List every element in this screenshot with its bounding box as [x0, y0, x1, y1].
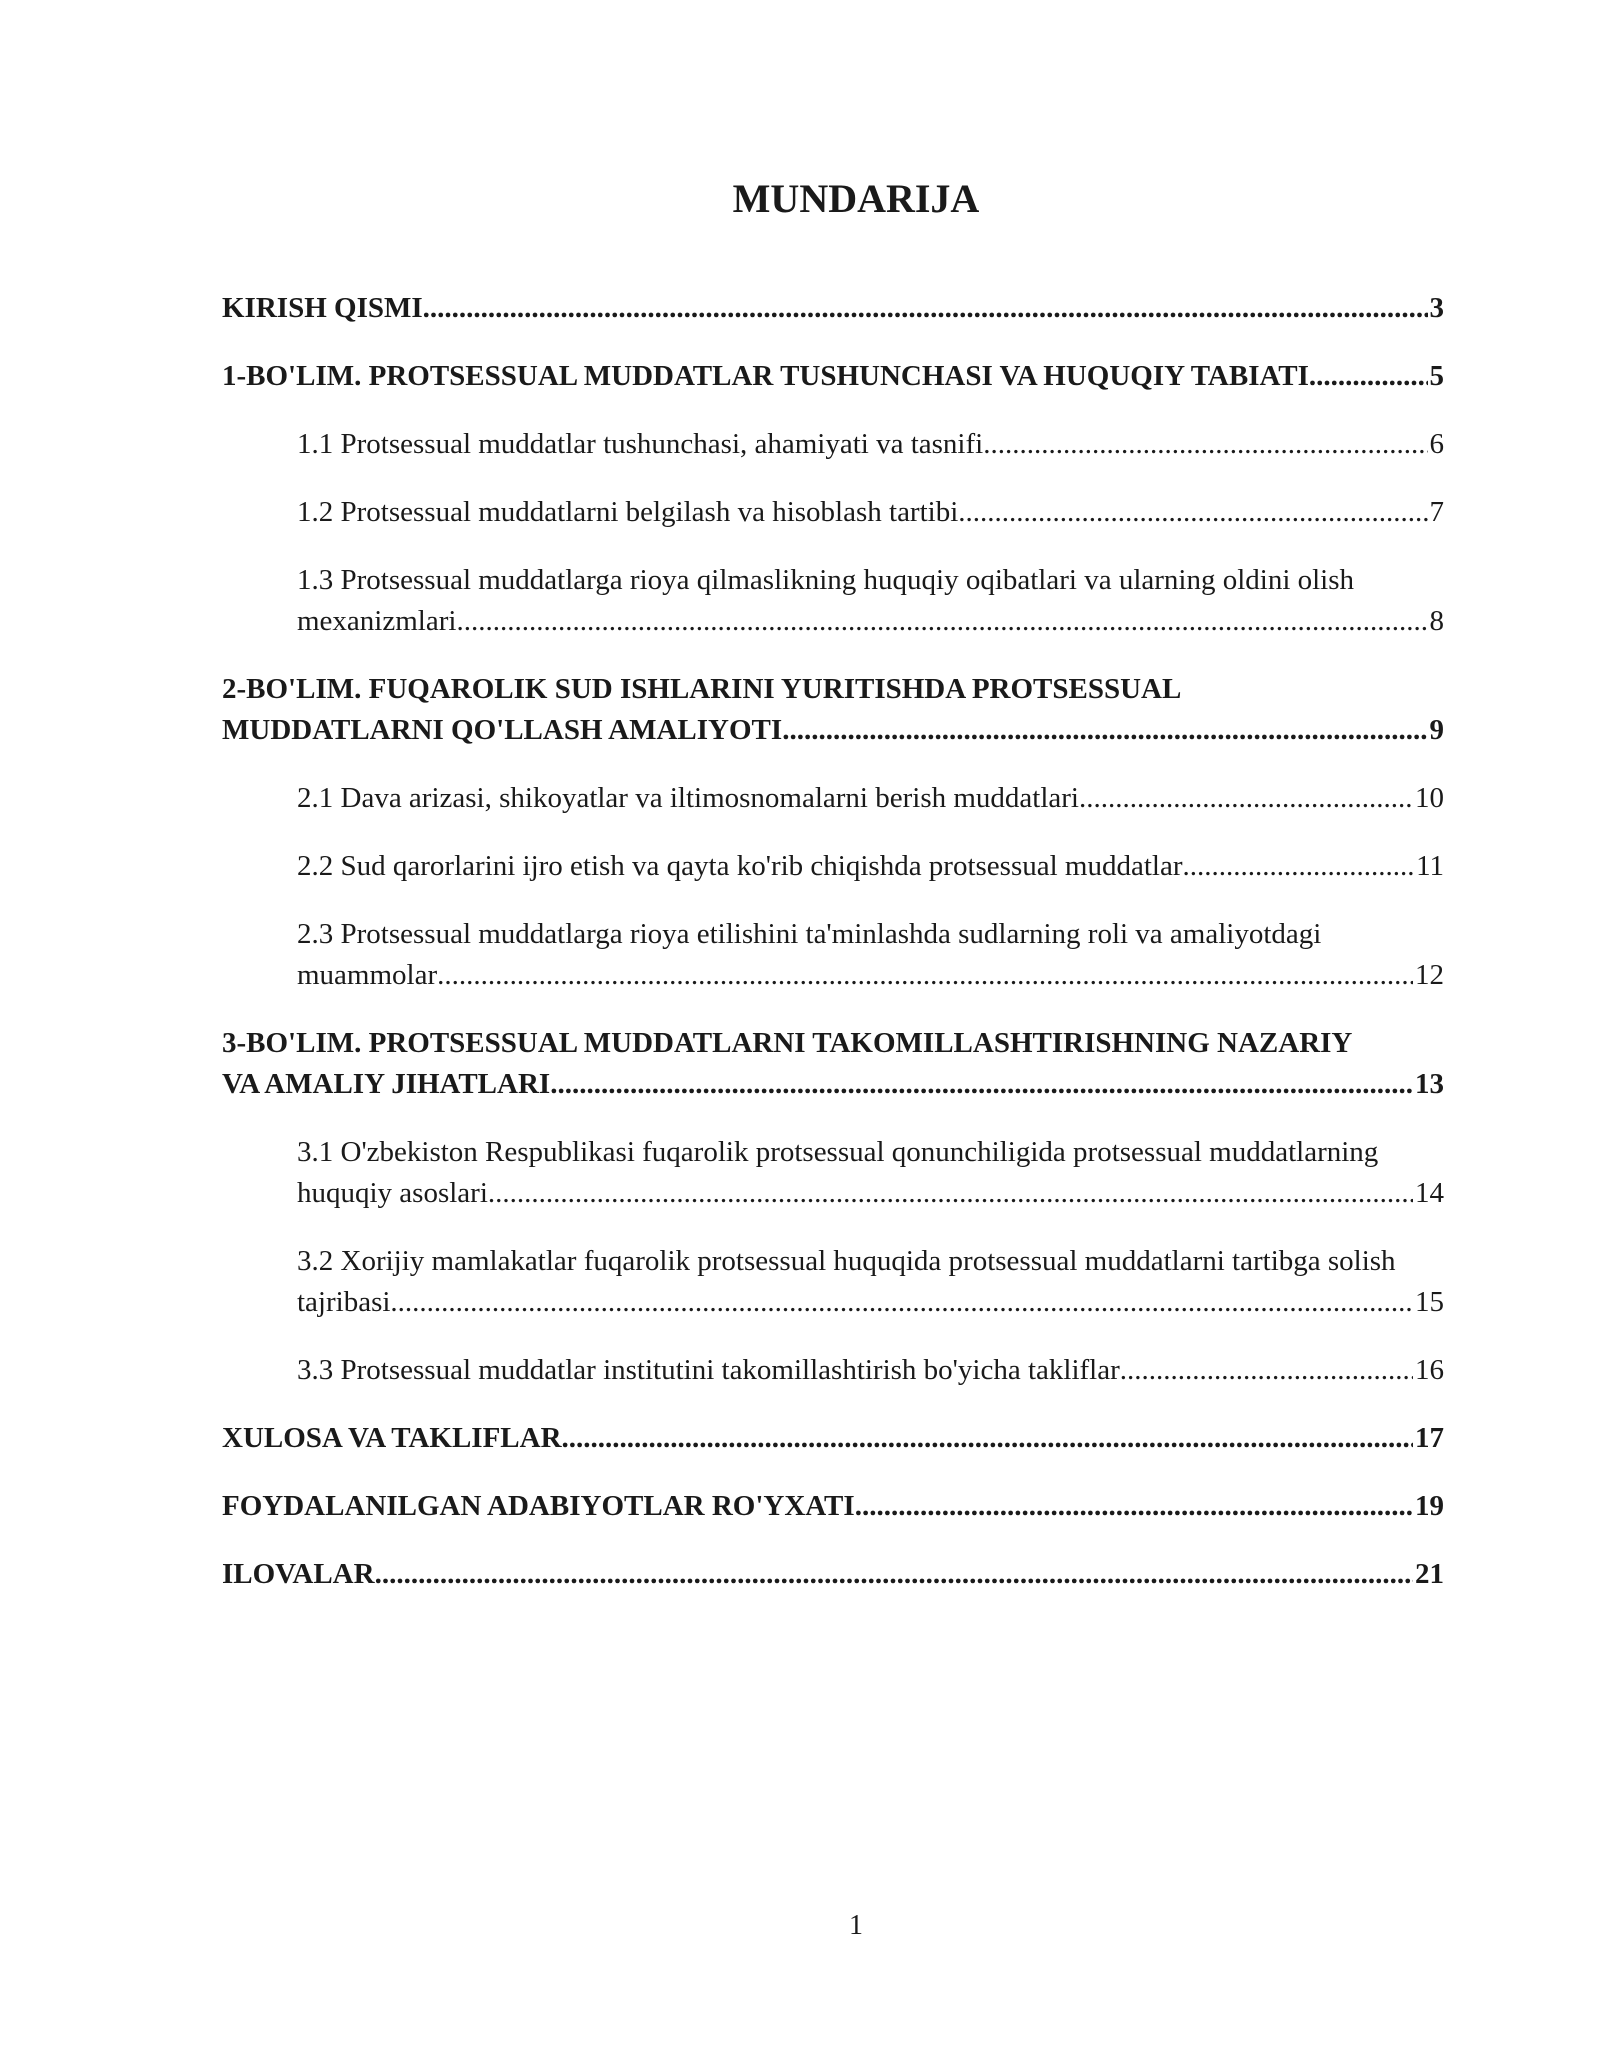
toc-page-number: 19 [1415, 1490, 1444, 1522]
toc-entry-title: tajribasi [297, 1286, 391, 1318]
toc-entry-title: muammolar [297, 959, 438, 991]
toc-entry[interactable] [222, 356, 1444, 397]
toc-page-number: 5 [1429, 360, 1444, 392]
toc-entry[interactable] [222, 1241, 1444, 1323]
toc-page-number: 10 [1415, 782, 1444, 814]
toc-entry[interactable] [222, 1023, 1444, 1105]
toc-leader-line [297, 424, 1444, 465]
toc-leader-line [222, 356, 1444, 397]
toc-entry-title: XULOSA VA TAKLIFLAR [222, 1422, 562, 1454]
dot-leader [390, 1282, 1413, 1323]
toc-page-number: 21 [1415, 1558, 1444, 1590]
toc-entry[interactable] [222, 1554, 1444, 1595]
toc-entry[interactable] [222, 424, 1444, 465]
toc-entry-title: 2.1 Dava arizasi, shikoyatlar va iltimosnomalarni berish muddatlari [297, 782, 1079, 814]
toc-entry[interactable] [222, 846, 1444, 887]
toc-entry[interactable] [222, 778, 1444, 819]
toc-page-number: 8 [1429, 605, 1444, 637]
toc-entry-title-line: 1.3 Protsessual muddatlarga rioya qilmaslikning huquqiy oqibatlari va ularning oldini olish [297, 564, 1355, 596]
toc-entry-title: 1-BO'LIM. PROTSESSUAL MUDDATLAR TUSHUNCHASI VA HUQUQIY TABIATI. [222, 360, 1317, 392]
toc-entry[interactable] [222, 1418, 1444, 1459]
toc-entry-title: MUDDATLARNI QO'LLASH AMALIYOTI [222, 714, 783, 746]
toc-leader-line [222, 710, 1444, 751]
table-of-contents [222, 288, 1444, 1622]
page-title: MUNDARIJA [732, 175, 980, 221]
toc-entry-title: 1.1 Protsessual muddatlar tushunchasi, ahamiyati va tasnifi [297, 428, 984, 460]
dot-leader [437, 955, 1413, 996]
toc-leader-line [297, 1350, 1444, 1391]
dot-leader [983, 424, 1427, 465]
toc-page-number: 12 [1415, 959, 1444, 991]
toc-entry-title: huquqiy asoslari [297, 1177, 488, 1209]
dot-leader [550, 1064, 1413, 1105]
toc-leader-line [297, 492, 1444, 533]
toc-leader-line [222, 1064, 1444, 1105]
toc-entry-title-line: 3-BO'LIM. PROTSESSUAL MUDDATLARNI TAKOMILLASHTIRISHNING NAZARIY [222, 1027, 1353, 1059]
toc-leader-line [297, 846, 1444, 887]
toc-entry[interactable] [222, 492, 1444, 533]
toc-entry[interactable] [222, 1132, 1444, 1214]
toc-entry[interactable] [222, 1350, 1444, 1391]
toc-entry-title: VA AMALIY JIHATLARI [222, 1068, 551, 1100]
toc-page-number: 16 [1415, 1354, 1444, 1386]
toc-page-number: 14 [1415, 1177, 1444, 1209]
dot-leader [375, 1554, 1413, 1595]
dot-leader [1183, 846, 1415, 887]
toc-entry[interactable] [222, 288, 1444, 329]
toc-page-number: 13 [1415, 1068, 1444, 1100]
dot-leader [1079, 778, 1413, 819]
toc-entry[interactable] [222, 1486, 1444, 1527]
toc-page-number: 17 [1415, 1422, 1444, 1454]
dot-leader [488, 1173, 1413, 1214]
toc-entry-title: mexanizmlari [297, 605, 457, 637]
dot-leader [1120, 1350, 1413, 1391]
toc-leader-line [222, 288, 1444, 329]
toc-entry-title: 3.3 Protsessual muddatlar institutini takomillashtirish bo'yicha takliflar [297, 1354, 1120, 1386]
dot-leader [855, 1486, 1413, 1527]
toc-page-number: 9 [1429, 714, 1444, 746]
toc-leader-line [222, 1486, 1444, 1527]
toc-entry-title: ILOVALAR [222, 1558, 375, 1590]
toc-leader-line [222, 1418, 1444, 1459]
toc-entry-title: 1.2 Protsessual muddatlarni belgilash va hisoblash tartibi [297, 496, 959, 528]
dot-leader [958, 492, 1427, 533]
toc-entry[interactable] [222, 560, 1444, 642]
toc-leader-line [297, 778, 1444, 819]
dot-leader [562, 1418, 1413, 1459]
toc-entry-title: 2.2 Sud qarorlarini ijro etish va qayta ko'rib chiqishda protsessual muddatlar [297, 850, 1183, 882]
page-number: 1 [849, 1910, 863, 1941]
toc-entry[interactable] [222, 669, 1444, 751]
toc-page-number: 3 [1429, 292, 1444, 324]
toc-leader-line [297, 955, 1444, 996]
dot-leader [782, 710, 1427, 751]
toc-page-number: 7 [1429, 496, 1444, 528]
dot-leader [1316, 356, 1427, 397]
toc-entry-title-line: 3.1 O'zbekiston Respublikasi fuqarolik protsessual qonunchiligida protsessual muddatlarning [297, 1136, 1379, 1168]
toc-entry-title: FOYDALANILGAN ADABIYOTLAR RO'YXATI [222, 1490, 855, 1522]
toc-entry-title-line: 3.2 Xorijiy mamlakatlar fuqarolik protsessual huquqida protsessual muddatlarni tartibga solish [297, 1245, 1396, 1277]
toc-page-number: 6 [1429, 428, 1444, 460]
toc-page-number: 15 [1415, 1286, 1444, 1318]
dot-leader [456, 601, 1427, 642]
toc-leader-line [297, 1173, 1444, 1214]
toc-page-number: 11 [1416, 850, 1444, 882]
toc-leader-line [297, 1282, 1444, 1323]
toc-entry-title: KIRISH QISMI [222, 292, 423, 324]
toc-leader-line [297, 601, 1444, 642]
toc-entry-title-line: 2.3 Protsessual muddatlarga rioya etilishini ta'minlashda sudlarning roli va amaliyotdagi [297, 918, 1322, 950]
toc-entry-title-line: 2-BO'LIM. FUQAROLIK SUD ISHLARINI YURITISHDA PROTSESSUAL [222, 673, 1182, 705]
dot-leader [423, 288, 1428, 329]
toc-leader-line [222, 1554, 1444, 1595]
toc-entry[interactable] [222, 914, 1444, 996]
